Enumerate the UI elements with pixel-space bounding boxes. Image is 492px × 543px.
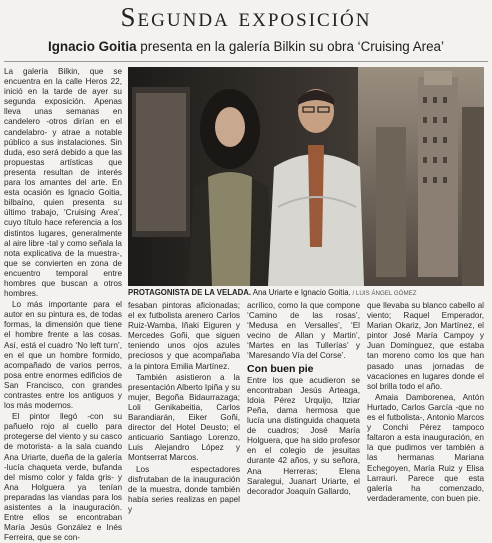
col2-paragraph: También asistieron a la presentación Alberto Ipiña y su mujer, Begoña Bidaurrazaga; Loli Genikabeitia, Carlos Barandiarán, Eiker Goñi, director del Hotel Deusto; el anticuario Santiago Lorenzo, Luis Alejandro López y Montserrat Marcos. — [128, 372, 240, 463]
col3-paragraph: Entre los que acudieron se encontraban Jesús Arteaga, Idoia Pérez Urquijo, Itziar Peña, dama hermosa que lucía una distinguida chaqueta de cuadros; José María Holguera, que ha sido profesor en el colegio de jesuitas durante 42 años, y su señora, Ana Herreras; Elena Saralegui, Juanart Uriarte, el decorador Joaquín Gallardo, — [247, 375, 360, 496]
subheadline — [0, 39, 492, 54]
column-3 — [247, 301, 360, 496]
header-rule — [4, 61, 488, 62]
col3-paragraph: acrílico, como la que compone ‘Camino de las rosas’, ‘Medusa en Versalles’, ‘El vecino de Allan y Martin’, ‘Martes en las Tullerías’ y ‘Maresando Vía del Corse’. — [247, 301, 360, 361]
col4-paragraph: que llevaba su blanco cabello al viento; Raquel Emperador, Marian Okariz, Jon Martínez, el pintor José María Campoy y Juan Domínguez, que estaba tan moreno como los que han pasado unas jornadas de vacaciones en lugares donde el sol brilla todo el año. — [367, 301, 484, 391]
photo-caption — [128, 288, 484, 297]
col2-paragraph: Los espectadores disfrutaban de la inauguración de la muestra, donde también había series realizas en papel y — [128, 464, 240, 514]
column-1 — [4, 67, 122, 543]
caption-text: Ana Uriarte e Ignacio Goitia. — [251, 288, 351, 297]
event-photo-illustration — [128, 67, 484, 286]
event-photo — [128, 67, 484, 286]
column-4 — [367, 301, 484, 503]
subhead-rest: presenta en la galería Bilkin su obra ‘Cruising Area’ — [136, 39, 444, 54]
caption-lead: PROTAGONISTA DE LA VELADA. — [128, 288, 252, 297]
col1-paragraph: La galería Bilkin, que se encuentra en la calle Heros 22, inició en la tarde de ayer su segunda exposición. Apenas lleva unas semanas en candelero -otros dirían en el candelabro- y atrae a notable público a sus instalaciones. Sin duda, eso será debido a que las propuestas artísticas que presenta resultan de interés para los amantes del arte. En esta ocasión es Ignacio Goitia, bilbaíno, quien presenta su último trabajo, ‘Cruising Area’, cuyo título hace referencia a los distintos lugares, generalmente al aire libre -tal y como señala la nota explicativa de la muestra-, que se convierten en zona de encuentro temporal entre hombres que buscan a otros hombres. — [4, 67, 122, 299]
subhead-artist-name: Ignacio Goitia — [48, 39, 137, 54]
col1-paragraph: Lo más importante para el autor en su pintura es, de todas formas, la dimensión que tiene el hombre frente a las cosas. Así, está el cuadro ‘No left turn’, en el que un hombre formido, acompañado de varios perros, posa entre enormes edificios de San Francisco, con grandes contrastes entre los antiguos y los más modernos. — [4, 300, 122, 411]
col4-paragraph: Amaia Damborenea, Antón Hurtado, Carlos García -que no es el futbolista-, Antonio Marcos y Conchi Pérez tampoco faltaron a esta inauguración, en la que pudimos ver también a las hermanas Mariana Echegoyen, María Ruiz y Elisa Larrauri. Parece que esta galería ha comenzado, verdaderamente, con buen pie. — [367, 392, 484, 503]
photo-credit: / LUIS ÁNGEL GÓMEZ — [350, 290, 417, 297]
headline: Segunda exposición — [120, 2, 372, 32]
section-heading: Con buen pie — [247, 362, 314, 375]
col1-paragraph: El pintor llegó -con su pañuelo rojo al cuello para protegerse del viento y su casco de motorista- a la sala cuando Ana Uriarte, dueña de la galería -lucía chaqueta verde, bufanda del mismo color y falda gris- y Ana Holguera ya tenían preparadas las viandas para los asistentes a la inauguración. Entre ellos se encontraban María Jesús González e Inés Ferreira, que se con- — [4, 412, 122, 543]
col2-paragraph: fesaban pintoras aficionadas; el ex futbolista arenero Carlos Ruiz-Wamba, Iñaki Eiguren y Mercedes Goñi, que siguen teniendo unos ojos azules preciosos y que acompañaba a la pintora Emilia Martínez. — [128, 301, 240, 371]
column-2 — [128, 301, 240, 514]
